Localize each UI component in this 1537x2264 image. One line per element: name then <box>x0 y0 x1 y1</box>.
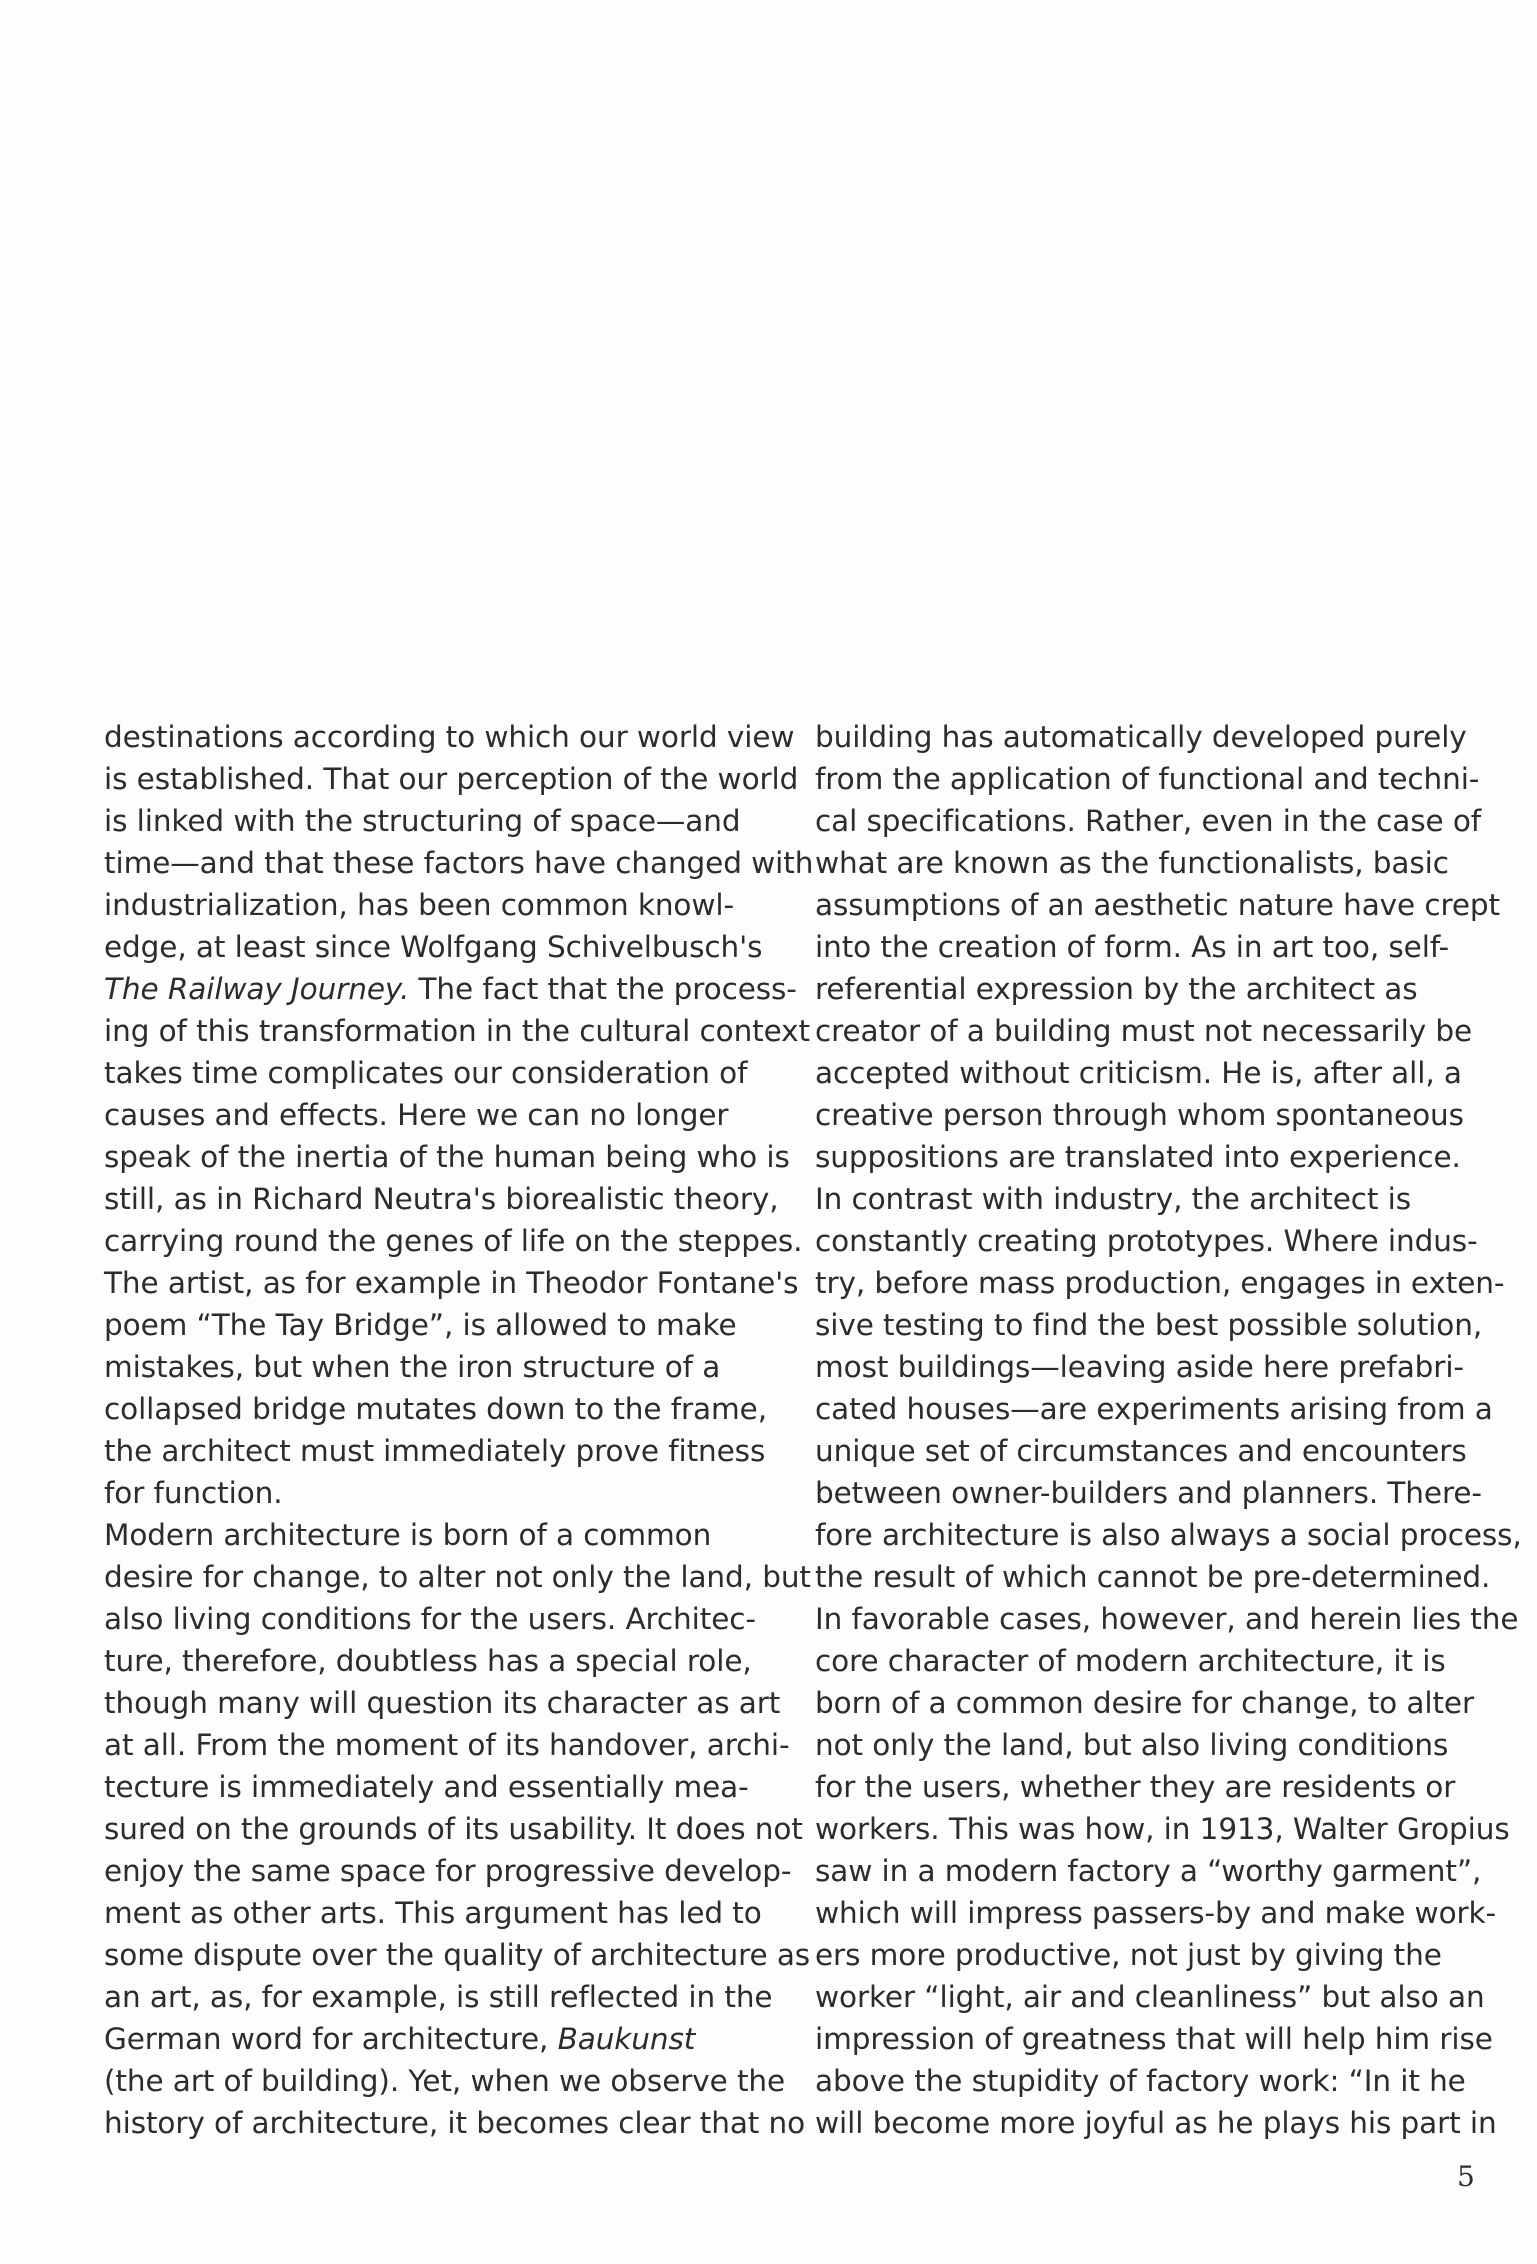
text-line: desire for change, to alter not only the land, but <box>104 1560 811 1594</box>
text-line: still, as in Richard Neutra's biorealistic theory, <box>104 1182 779 1216</box>
text-line: most buildings—leaving aside here prefabri- <box>815 1350 1464 1384</box>
text-line: what are known as the functionalists, basic <box>815 846 1449 880</box>
text-line: destinations according to which our world view <box>104 720 795 754</box>
text-line: edge, at least since Wolfgang Schivelbusch's <box>104 930 763 964</box>
text-line: causes and effects. Here we can no longer <box>104 1098 729 1132</box>
text-line: assumptions of an aesthetic nature have crept <box>815 888 1501 922</box>
text-line: tecture is immediately and essentially mea- <box>104 1770 749 1804</box>
text-fragment: The fact that the process- <box>409 972 797 1006</box>
text-line: try, before mass production, engages in exten- <box>815 1266 1505 1300</box>
text-line: the result of which cannot be pre-determined. <box>815 1560 1491 1594</box>
text-line: sive testing to find the best possible solution, <box>815 1308 1483 1342</box>
text-line: building has automatically developed purely <box>815 720 1467 754</box>
text-line: sured on the grounds of its usability. It does not <box>104 1812 803 1846</box>
text-line: unique set of circumstances and encounters <box>815 1434 1467 1468</box>
text-line: history of architecture, it becomes clear that no <box>104 2106 806 2140</box>
text-line: which will impress passers-by and make work- <box>815 1896 1497 1930</box>
text-line: saw in a modern factory a “worthy garment”, <box>815 1854 1482 1888</box>
text-line: impression of greatness that will help him rise <box>815 2022 1493 2056</box>
text-line: cated houses—are experiments arising from a <box>815 1392 1493 1426</box>
text-line: ing of this transformation in the cultural context <box>104 1014 810 1048</box>
page-number: 5 <box>1457 2160 1475 2193</box>
text-line: above the stupidity of factory work: “In it he <box>815 2064 1466 2098</box>
text-line: accepted without criticism. He is, after all, a <box>815 1056 1462 1090</box>
text-line: ture, therefore, doubtless has a special role, <box>104 1644 752 1678</box>
right-text-column <box>815 716 1522 2144</box>
text-line: Modern architecture is born of a common <box>104 1518 712 1552</box>
text-line: worker “light, air and cleanliness” but also an <box>815 1980 1485 2014</box>
text-line: born of a common desire for change, to alter <box>815 1686 1475 1720</box>
text-line: though many will question its character as art <box>104 1686 781 1720</box>
text-line: suppositions are translated into experience. <box>815 1140 1461 1174</box>
text-line: (the art of building). Yet, when we observe the <box>104 2064 786 2098</box>
text-line <box>104 2018 804 2060</box>
text-line: is linked with the structuring of space—and <box>104 804 741 838</box>
text-line: for function. <box>104 1476 283 1510</box>
italic-term: Baukunst <box>557 2022 696 2056</box>
text-line: The artist, as for example in Theodor Fontane's <box>104 1266 799 1300</box>
text-line: In contrast with industry, the architect is <box>815 1182 1411 1216</box>
text-line: industrialization, has been common knowl- <box>104 888 735 922</box>
left-text-column <box>104 716 814 2144</box>
text-line: at all. From the moment of its handover, archi- <box>104 1728 790 1762</box>
text-line: mistakes, but when the iron structure of a <box>104 1350 721 1384</box>
text-line: poem “The Tay Bridge”, is allowed to make <box>104 1308 737 1342</box>
text-line: core character of modern architecture, it is <box>815 1644 1446 1678</box>
text-line: enjoy the same space for progressive develop- <box>104 1854 792 1888</box>
text-line: between owner-builders and planners. There- <box>815 1476 1482 1510</box>
text-line: workers. This was how, in 1913, Walter Gropius <box>815 1812 1510 1846</box>
text-line: is established. That our perception of the world <box>104 762 799 796</box>
text-line: an art, as, for example, is still reflected in the <box>104 1980 773 2014</box>
text-line: some dispute over the quality of architecture as <box>104 1938 811 1972</box>
text-line: creative person through whom spontaneous <box>815 1098 1464 1132</box>
text-line: fore architecture is also always a social process, <box>815 1518 1522 1552</box>
text-line: constantly creating prototypes. Where indus- <box>815 1224 1478 1258</box>
text-fragment: German word for architecture, <box>104 2022 558 2056</box>
text-line: also living conditions for the users. Architec- <box>104 1602 756 1636</box>
text-line: will become more joyful as he plays his part in <box>815 2106 1497 2140</box>
text-line: speak of the inertia of the human being who is <box>104 1140 790 1174</box>
text-line: from the application of functional and techni- <box>815 762 1480 796</box>
text-line <box>104 968 804 1010</box>
text-line: into the creation of form. As in art too, self- <box>815 930 1450 964</box>
text-line: ment as other arts. This argument has led to <box>104 1896 762 1930</box>
italic-title: The Railway Journey. <box>104 972 410 1006</box>
text-line: not only the land, but also living conditions <box>815 1728 1449 1762</box>
text-line: for the users, whether they are residents or <box>815 1770 1456 1804</box>
text-line: creator of a building must not necessarily be <box>815 1014 1473 1048</box>
text-line: takes time complicates our consideration of <box>104 1056 748 1090</box>
text-line: ers more productive, not just by giving the <box>815 1938 1442 1972</box>
text-line: referential expression by the architect as <box>815 972 1418 1006</box>
text-line: cal specifications. Rather, even in the case of <box>815 804 1482 838</box>
text-line: time—and that these factors have changed with <box>104 846 814 880</box>
text-line: carrying round the genes of life on the steppes. <box>104 1224 803 1258</box>
text-line: In favorable cases, however, and herein lies the <box>815 1602 1519 1636</box>
text-line: collapsed bridge mutates down to the frame, <box>104 1392 767 1426</box>
text-line: the architect must immediately prove fitness <box>104 1434 766 1468</box>
